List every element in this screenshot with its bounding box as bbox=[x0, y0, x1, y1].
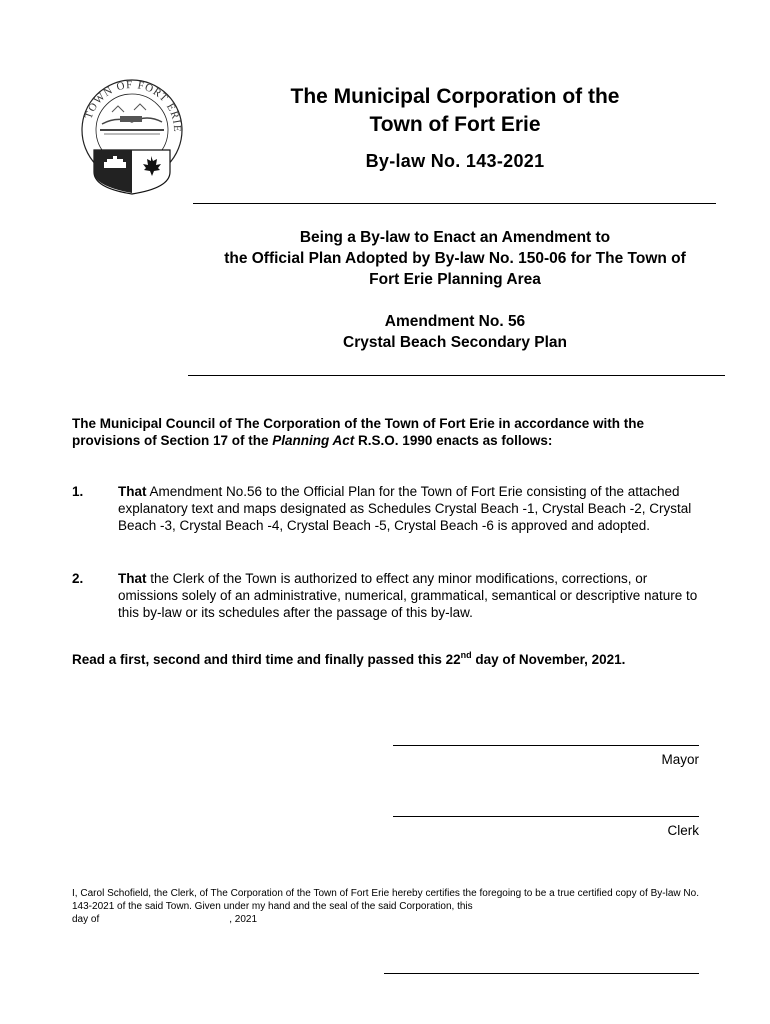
bylaw-subject bbox=[190, 227, 720, 290]
divider-bottom bbox=[188, 375, 725, 376]
item-lead: That bbox=[118, 484, 147, 499]
certification-year: , 2021 bbox=[229, 914, 258, 925]
clerk-certification-signature-line bbox=[384, 973, 699, 974]
passage-text-b: day of November, 2021. bbox=[471, 652, 626, 667]
enacting-line-1: The Municipal Council of The Corporation of the Town of Fort Erie in accordance with the bbox=[72, 416, 645, 431]
divider-top bbox=[193, 203, 716, 204]
passage-statement bbox=[72, 651, 625, 668]
amendment-title: Crystal Beach Secondary Plan bbox=[343, 334, 567, 351]
page-title-line-2: Town of Fort Erie bbox=[369, 113, 541, 136]
mayor-label: Mayor bbox=[661, 752, 699, 767]
enacting-text-a: provisions of Section 17 of the bbox=[72, 433, 273, 448]
page-title-line-1: The Municipal Corporation of the bbox=[290, 85, 620, 108]
item-text: Amendment No.56 to the Official Plan for the Town of Fort Erie consisting of the attached explanatory text and maps designated as Schedules Crystal Beach -1, Crystal Beach -2, Crystal Beach -3, Crystal Beach -4, Crystal Beach -5, Crystal Beach -6 is approved and adopted. bbox=[118, 484, 692, 533]
planning-act-reference: Planning Act bbox=[272, 433, 355, 448]
item-lead: That bbox=[118, 571, 147, 586]
amendment-heading bbox=[190, 311, 720, 353]
clerk-certification: I, Carol Schofield, the Clerk, of The Corporation of the Town of Fort Erie hereby certifies the foregoing to be a true certified copy of By-law No. 143-2021 of the said Town. Given under my hand and the seal of the said Corporation, this bbox=[72, 888, 699, 912]
enacting-clause bbox=[72, 415, 702, 449]
item-text: the Clerk of the Town is authorized to effect any minor modifications, corrections, or omissions solely of an administrative, numerical, grammatical, semantical or descriptive nature to this by-law or its schedules after the passage of this by-law. bbox=[118, 571, 698, 620]
clerk-signature-line bbox=[393, 816, 699, 817]
passage-text-a: Read a first, second and third time and finally passed this 22 bbox=[72, 652, 461, 667]
item-number: 2. bbox=[72, 571, 84, 586]
list-item bbox=[118, 483, 708, 534]
list-item bbox=[118, 570, 708, 621]
item-number: 1. bbox=[72, 484, 84, 499]
enacting-text-b: R.S.O. 1990 enacts as follows: bbox=[354, 433, 553, 448]
town-seal bbox=[72, 72, 190, 196]
subject-line-2: the Official Plan Adopted by By-law No. 150-06 for The Town of bbox=[224, 250, 686, 267]
clerk-label: Clerk bbox=[667, 823, 699, 838]
certification-day-of: day of bbox=[72, 914, 100, 925]
certification-date-line bbox=[72, 913, 257, 926]
subject-line-3: Fort Erie Planning Area bbox=[369, 271, 541, 288]
enacting-line-2 bbox=[72, 432, 702, 449]
passage-ordinal: nd bbox=[460, 650, 472, 660]
mayor-signature-line bbox=[393, 745, 699, 746]
fort-erie-seal-icon bbox=[72, 72, 190, 196]
amendment-number: Amendment No. 56 bbox=[384, 313, 526, 330]
svg-text:TOWN OF FORT ERIE: TOWN OF FORT ERIE bbox=[82, 78, 184, 133]
subject-line-1: Being a By-law to Enact an Amendment to bbox=[299, 229, 611, 246]
bylaw-number: By-law No. 143-2021 bbox=[365, 151, 545, 171]
